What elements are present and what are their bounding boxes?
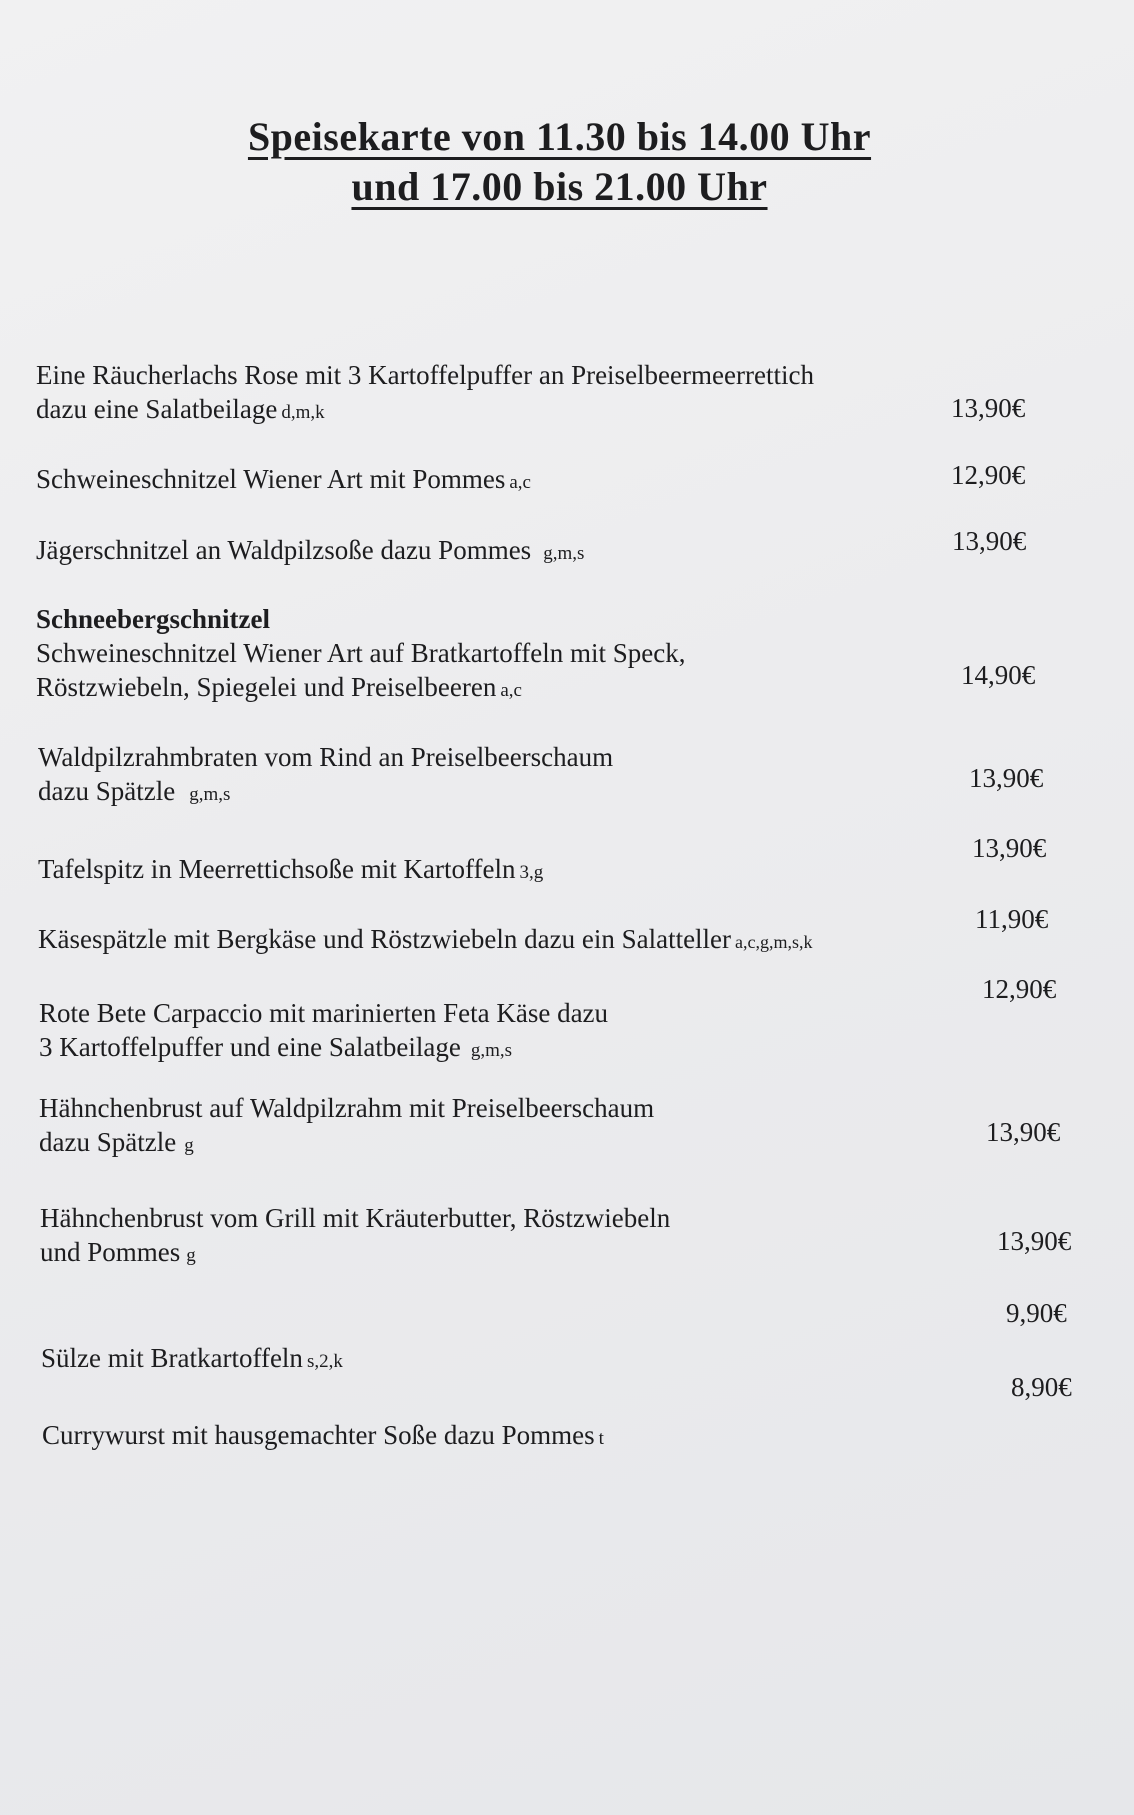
menu-item xyxy=(40,1201,960,1273)
menu-item xyxy=(41,1341,961,1379)
allergen-codes: g xyxy=(186,1245,196,1266)
item-description-line: Schweineschnitzel Wiener Art mit Pommes xyxy=(36,464,506,494)
allergen-codes: t xyxy=(598,1428,604,1449)
menu-item xyxy=(36,358,956,430)
allergen-codes: 3,g xyxy=(519,862,544,883)
item-description-line: Schweineschnitzel Wiener Art auf Bratkartoffeln mit Speck, xyxy=(36,638,686,668)
menu-item xyxy=(36,602,956,708)
item-description-line: dazu eine Salatbeilage xyxy=(36,394,278,424)
item-description-line: dazu Spätzle xyxy=(39,1127,177,1157)
title-line-1: Speisekarte von 11.30 bis 14.00 Uhr xyxy=(247,114,872,159)
menu-item xyxy=(36,462,956,500)
item-price: 9,90€ xyxy=(1006,1298,1067,1328)
item-description-line: Eine Räucherlachs Rose mit 3 Kartoffelpuffer an Preiselbeermeerrettich xyxy=(36,360,814,390)
allergen-codes: s,2,k xyxy=(306,1351,343,1372)
menu-item xyxy=(42,1418,962,1456)
item-price: 13,90€ xyxy=(972,833,1047,863)
item-description-line: Hähnchenbrust vom Grill mit Kräuterbutter, Röstzwiebeln xyxy=(40,1203,671,1233)
allergen-codes: a,c xyxy=(500,680,522,701)
item-description-line: Röstzwiebeln, Spiegelei und Preiselbeeren xyxy=(36,672,497,702)
item-description-line: Hähnchenbrust auf Waldpilzrahm mit Preiselbeerschaum xyxy=(39,1093,655,1123)
allergen-codes: a,c xyxy=(509,472,531,493)
item-description-line: Jägerschnitzel an Waldpilzsoße dazu Pommes xyxy=(36,535,532,565)
menu-item xyxy=(39,1091,959,1163)
item-price: 13,90€ xyxy=(969,763,1044,793)
item-description-line: Tafelspitz in Meerrettichsoße mit Kartoffeln xyxy=(38,854,516,884)
item-price: 13,90€ xyxy=(952,526,1027,556)
item-price: 8,90€ xyxy=(1011,1372,1072,1402)
allergen-codes: g,m,s xyxy=(189,784,231,805)
item-description-line: Käsespätzle mit Bergkäse und Röstzwiebeln dazu ein Salatteller xyxy=(38,924,732,954)
item-description-line: Rote Bete Carpaccio mit marinierten Feta Käse dazu xyxy=(39,998,609,1028)
item-heading: Schneebergschnitzel xyxy=(36,604,270,634)
menu-item xyxy=(38,740,958,812)
menu-item xyxy=(39,996,959,1068)
allergen-codes: g,m,s xyxy=(543,543,585,564)
title-line-2: und 17.00 bis 21.00 Uhr xyxy=(351,164,768,209)
menu-item xyxy=(36,533,956,571)
item-description-line: 3 Kartoffelpuffer und eine Salatbeilage xyxy=(39,1032,461,1062)
menu-item xyxy=(38,922,1038,959)
item-description-line: dazu Spätzle xyxy=(38,776,176,806)
menu-title xyxy=(0,112,1134,212)
item-price: 14,90€ xyxy=(961,660,1036,690)
item-price: 12,90€ xyxy=(982,974,1057,1004)
item-price: 12,90€ xyxy=(951,460,1026,490)
allergen-codes: g xyxy=(184,1135,194,1156)
item-description-line: Currywurst mit hausgemachter Soße dazu Pommes xyxy=(42,1420,595,1450)
item-price: 13,90€ xyxy=(986,1117,1061,1147)
item-price: 11,90€ xyxy=(975,904,1049,934)
item-price: 13,90€ xyxy=(951,393,1026,423)
menu-item xyxy=(38,852,958,890)
allergen-codes: g,m,s xyxy=(470,1040,513,1061)
item-price: 13,90€ xyxy=(997,1226,1072,1256)
item-description-line: und Pommes xyxy=(40,1237,181,1267)
item-description-line: Sülze mit Bratkartoffeln xyxy=(41,1343,303,1373)
allergen-codes: a,c,g,m,s,k xyxy=(735,932,813,952)
allergen-codes: d,m,k xyxy=(281,402,325,423)
item-description-line: Waldpilzrahmbraten vom Rind an Preiselbeerschaum xyxy=(38,742,614,772)
